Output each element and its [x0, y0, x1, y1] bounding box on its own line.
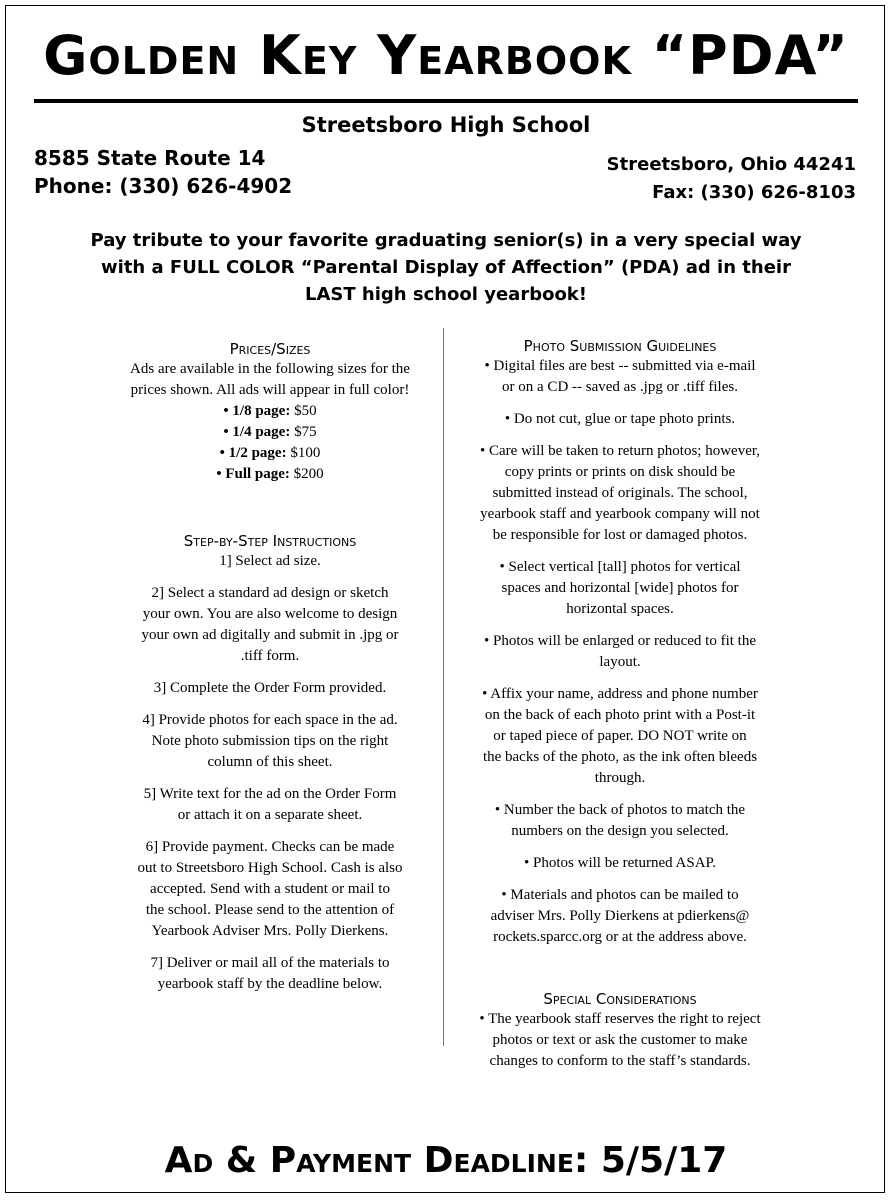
tribute-line: LAST high school yearbook! [305, 284, 587, 305]
guideline-item [452, 885, 788, 948]
guideline-item-line: • Number the back of photos to match the [494, 802, 746, 818]
guideline-item-line: yearbook staff and yearbook company will not [480, 506, 760, 522]
guideline-item [452, 356, 788, 398]
step-item [100, 710, 440, 773]
steps-heading: Step-by-Step Instructions [183, 532, 357, 550]
steps-list [100, 551, 440, 995]
special-line: photos or text or ask the customer to make [492, 1032, 748, 1048]
step-item-line: your own ad digitally and submit in .jpg or [141, 627, 399, 643]
guideline-item-line: the backs of the photo, as the ink often bleeds [482, 749, 758, 765]
spacer [100, 485, 440, 531]
step-item-line: 6] Provide payment. Checks can be made [145, 839, 395, 855]
title-divider [34, 99, 858, 103]
guideline-item [452, 684, 788, 789]
guideline-item-line: copy prints or prints on disk should be [504, 464, 736, 480]
step-item-line: 1] Select ad size. [219, 553, 321, 569]
price-item [100, 464, 440, 485]
step-item-line: 2] Select a standard ad design or sketch [151, 585, 389, 601]
step-item-line: 4] Provide photos for each space in the ad. [142, 712, 398, 728]
tribute-line: with a FULL COLOR “Parental Display of Affection” (PDA) ad in their [101, 257, 791, 278]
price-item [100, 401, 440, 422]
guideline-item-line: • Photos will be returned ASAP. [524, 855, 716, 871]
step-item-line: Note photo submission tips on the right [151, 733, 389, 749]
guideline-item-line: or taped piece of paper. DO NOT write on [493, 728, 747, 744]
price-size: • Full page: [216, 466, 290, 482]
guideline-item-line: layout. [599, 654, 641, 670]
contact-right [607, 151, 856, 207]
fax-number: Fax: (330) 626-8103 [652, 182, 856, 203]
guideline-item [452, 409, 788, 430]
price-item [100, 422, 440, 443]
step-item [100, 837, 440, 942]
photo-heading: Photo Submission Guidelines [523, 337, 717, 355]
step-item-line: the school. Please send to the attention of [145, 902, 395, 918]
right-column [452, 336, 788, 1072]
guideline-item-line: adviser Mrs. Polly Dierkens at pdierkens@ [490, 908, 750, 924]
city-state-zip: Streetsboro, Ohio 44241 [606, 154, 856, 175]
prices-intro-line: prices shown. All ads will appear in full color! [130, 382, 410, 398]
guideline-item-line: • Care will be taken to return photos; however, [480, 443, 760, 459]
step-item-line: or attach it on a separate sheet. [177, 807, 363, 823]
guideline-item-line: horizontal spaces. [566, 601, 674, 617]
step-item-line: accepted. Send with a student or mail to [150, 881, 390, 897]
guideline-item [452, 631, 788, 673]
price-value: $75 [290, 424, 317, 440]
guideline-item-line: • Photos will be enlarged or reduced to fit the [484, 633, 756, 649]
guideline-item-line: • Materials and photos can be mailed to [501, 887, 739, 903]
special-line: • The yearbook staff reserves the right to reject [479, 1011, 761, 1027]
deadline-banner: Ad & Payment Deadline: 5/5/17 [164, 1140, 728, 1181]
guideline-item [452, 853, 788, 874]
prices-intro [100, 359, 440, 401]
step-item-line: out to Streetsboro High School. Cash is also [137, 860, 403, 876]
step-item [100, 953, 440, 995]
photo-guidelines-list [452, 356, 788, 948]
guideline-item-line: be responsible for lost or damaged photos. [492, 527, 748, 543]
step-item-line: 7] Deliver or mail all of the materials to [150, 955, 390, 971]
guideline-item-line: • Affix your name, address and phone number [482, 686, 758, 702]
prices-intro-line: Ads are available in the following sizes for the [130, 361, 410, 377]
price-value: $50 [290, 403, 317, 419]
special-heading: Special Considerations [543, 990, 697, 1008]
column-divider [443, 328, 444, 1046]
guideline-item-line: through. [594, 770, 646, 786]
step-item-line: yearbook staff by the deadline below. [157, 976, 383, 992]
price-value: $200 [289, 466, 324, 482]
price-value: $100 [286, 445, 321, 461]
special-line: changes to conform to the staff’s standards. [489, 1053, 751, 1069]
price-list [100, 401, 440, 485]
step-item-line: column of this sheet. [207, 754, 333, 770]
phone-number: Phone: (330) 626-4902 [34, 174, 293, 198]
guideline-item-line: • Digital files are best -- submitted via e-mail [484, 358, 756, 374]
guideline-item-line: or on a CD -- saved as .jpg or .tiff files. [502, 379, 738, 395]
price-size: • 1/8 page: [223, 403, 291, 419]
step-item [100, 583, 440, 667]
price-item [100, 443, 440, 464]
guideline-item-line: • Do not cut, glue or tape photo prints. [504, 411, 736, 427]
step-item-line: .tiff form. [240, 648, 300, 664]
guideline-item-line: rockets.sparcc.org or at the address above. [493, 929, 747, 945]
special-considerations [452, 1009, 788, 1072]
step-item [100, 784, 440, 826]
guideline-item [452, 557, 788, 620]
prices-heading: Prices/Sizes [229, 340, 311, 358]
guideline-item [452, 800, 788, 842]
page-title: Golden Key Yearbook “PDA” [43, 24, 849, 87]
price-size: • 1/2 page: [219, 445, 287, 461]
tribute-text [0, 227, 892, 308]
price-size: • 1/4 page: [223, 424, 291, 440]
guideline-item-line: spaces and horizontal [wide] photos for [501, 580, 739, 596]
guideline-item-line: on the back of each photo print with a Post-it [484, 707, 756, 723]
step-item-line: your own. You are also welcome to design [142, 606, 398, 622]
school-name: Streetsboro High School [301, 113, 591, 137]
step-item-line: 3] Complete the Order Form provided. [153, 680, 387, 696]
left-column [100, 339, 440, 1006]
guideline-item [452, 441, 788, 546]
step-item [100, 551, 440, 572]
guideline-item-line: numbers on the design you selected. [511, 823, 729, 839]
step-item-line: 5] Write text for the ad on the Order Form [143, 786, 397, 802]
guideline-item-line: • Select vertical [tall] photos for vertical [499, 559, 741, 575]
step-item [100, 678, 440, 699]
contact-left [34, 144, 292, 200]
street-address: 8585 State Route 14 [34, 146, 266, 170]
spacer [452, 959, 788, 989]
tribute-line: Pay tribute to your favorite graduating senior(s) in a very special way [90, 230, 802, 251]
step-item-line: Yearbook Adviser Mrs. Polly Dierkens. [151, 923, 389, 939]
guideline-item-line: submitted instead of originals. The school, [492, 485, 748, 501]
